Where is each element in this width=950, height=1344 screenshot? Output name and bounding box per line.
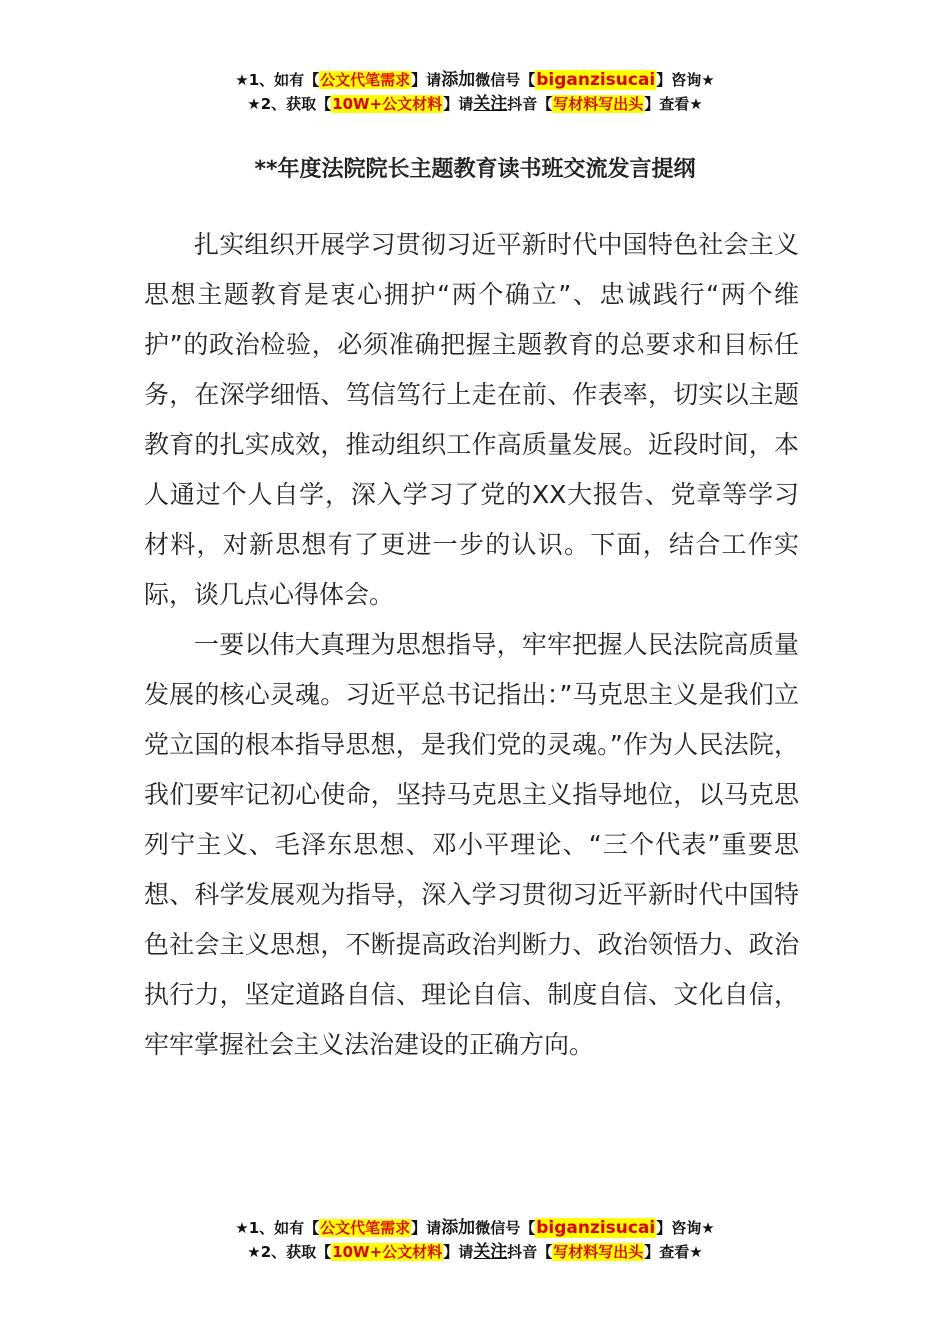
promo-emphasis: 添加 xyxy=(441,70,476,90)
promo-highlight: 公文代笔需求 xyxy=(320,71,411,89)
promo-wechat-id: biganzisucai xyxy=(536,1218,656,1238)
promo-douyin-account: 写材料写出头 xyxy=(553,95,644,113)
promo-text: 微信号【 xyxy=(475,1219,536,1237)
document-title: **年度法院院长主题教育读书班交流发言提纲 xyxy=(254,157,696,182)
promo-text: 】请 xyxy=(443,1243,474,1261)
promo-line-1 xyxy=(0,1216,950,1240)
promo-text: 】请 xyxy=(411,71,442,89)
promo-highlight: 公文代笔需求 xyxy=(320,1219,411,1237)
promo-highlight: 10W+公文材料 xyxy=(332,95,443,113)
promo-emphasis: 关注 xyxy=(473,94,508,114)
promo-line-1 xyxy=(0,68,950,92)
promo-line-2 xyxy=(0,92,950,116)
promo-highlight: 10W+公文材料 xyxy=(332,1243,443,1261)
promo-emphasis: 关注 xyxy=(473,1242,508,1262)
promo-text: 】请 xyxy=(411,1219,442,1237)
promo-douyin-account: 写材料写出头 xyxy=(553,1243,644,1261)
top-promo-banner xyxy=(0,68,950,116)
promo-text: 】咨询★ xyxy=(656,71,715,89)
promo-text: ★2、获取【 xyxy=(247,1243,332,1261)
promo-text: 】请 xyxy=(443,95,474,113)
promo-text: 微信号【 xyxy=(475,71,536,89)
promo-text: 】查看★ xyxy=(644,95,703,113)
document-body xyxy=(144,220,799,1070)
promo-text: ★2、获取【 xyxy=(247,95,332,113)
promo-text: ★1、如有【 xyxy=(235,1219,320,1237)
body-paragraph: 一要以伟大真理为思想指导，牢牢把握人民法院高质量发展的核心灵魂。习近平总书记指出：”马克思主义是我们立党立国的根本指导思想，是我们党的灵魂。”作为人民法院，我们要牢记初心使命，坚持马克思主义指导地位，以马克思列宁主义、毛泽东思想、邓小平理论、“三个代表”重要思想、科学发展观为指导，深入学习贯彻习近平新时代中国特色社会主义思想，不断提高政治判断力、政治领悟力、政治执行力，坚定道路自信、理论自信、制度自信、文化自信，牢牢掌握社会主义法治建设的正确方向。 xyxy=(144,630,799,1059)
bottom-promo-banner xyxy=(0,1216,950,1264)
promo-text: 抖音【 xyxy=(507,1243,553,1261)
promo-text: 抖音【 xyxy=(507,95,553,113)
promo-line-2 xyxy=(0,1240,950,1264)
promo-text: 】查看★ xyxy=(644,1243,703,1261)
body-paragraph: 扎实组织开展学习贯彻习近平新时代中国特色社会主义思想主题教育是衷心拥护“两个确立”、忠诚践行“两个维护”的政治检验，必须准确把握主题教育的总要求和目标任务，在深学细悟、笃信笃行上走在前、作表率，切实以主题教育的扎实成效，推动组织工作高质量发展。近段时间，本人通过个人自学，深入学习了党的XX大报告、党章等学习材料，对新思想有了更进一步的认识。下面，结合工作实际，谈几点心得体会。 xyxy=(144,230,799,609)
promo-text: ★1、如有【 xyxy=(235,71,320,89)
promo-wechat-id: biganzisucai xyxy=(536,70,656,90)
promo-text: 】咨询★ xyxy=(656,1219,715,1237)
promo-emphasis: 添加 xyxy=(441,1218,476,1238)
